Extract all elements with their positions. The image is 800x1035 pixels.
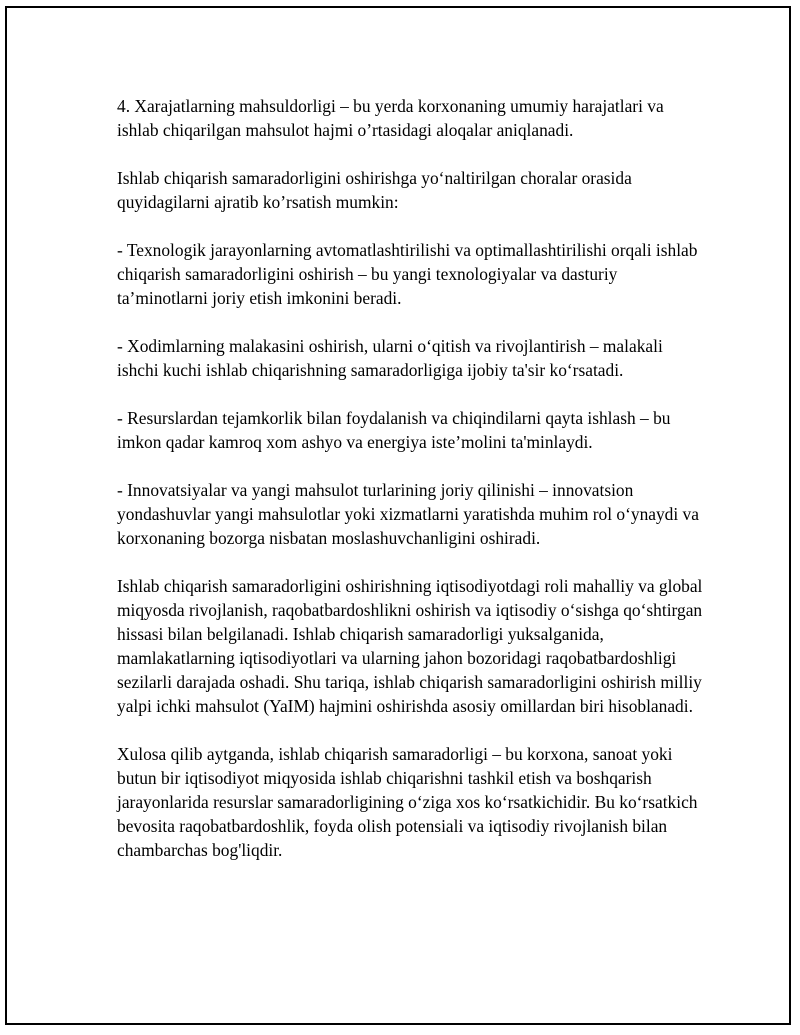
paragraph-conclusion: Xulosa qilib aytganda, ishlab chiqarish samaradorligi – bu korxona, sanoat yoki butun bir iqtisodiyot miqyosida ishlab chiqarishni tashkil etish va boshqarish jarayonlarida resurslar samaradorligining o‘ziga xos ko‘rsatkichidir. Bu ko‘rsatkich bevosita raqobatbardoshlik, foyda olish potensiali va iqtisodiy rivojlanish bilan chambarchas bog'liqdir. [117, 744, 698, 860]
paragraph-resource-saving: - Resurslardan tejamkorlik bilan foydalanish va chiqindilarni qayta ishlash – bu imkon qadar kamroq xom ashyo va energiya iste’molini ta'minlaydi. [117, 408, 671, 452]
paragraph-economic-role: Ishlab chiqarish samaradorligini oshirishning iqtisodiyotdagi roli mahalliy va global miqyosda rivojlanish, raqobatbardoshlikni oshirish va iqtisodiy o‘sishga qo‘shtirgan hissasi bilan belgilanadi. Ishlab chiqarish samaradorligi yuksalganida, mamlakatlarning iqtisodiyotlari va ularning jahon bozoridagi raqobatbardoshligi sezilarli darajada oshadi. Shu tariqa, ishlab chiqarish samaradorligini oshirish milliy yalpi ichki mahsulot (YaIM) hajmini oshirishda asosiy omillardan biri hisoblanadi. [117, 576, 703, 716]
paragraph-staff-training: - Xodimlarning malakasini oshirish, ularni o‘qitish va rivojlantirish – malakali ishchi kuchi ishlab chiqarishning samaradorligiga ijobiy ta'sir ko‘rsatadi. [117, 336, 663, 380]
paragraph-innovation: - Innovatsiyalar va yangi mahsulot turlarining joriy qilinishi – innovatsion yondashuvlar yangi mahsulotlar yoki xizmatlarni yaratishda muhim rol o‘ynaydi va korxonaning bozorga nisbatan moslashuvchanligini oshiradi. [117, 480, 699, 548]
paragraph-measures-intro: Ishlab chiqarish samaradorligini oshirishga yo‘naltirilgan choralar orasida quyidagilarni ajratib ko’rsatish mumkin: [117, 168, 632, 212]
document-body [117, 94, 707, 862]
paragraph-expense-productivity: 4. Xarajatlarning mahsuldorligi – bu yerda korxonaning umumiy harajatlari va ishlab chiqarilgan mahsulot hajmi o’rtasidagi aloqalar aniqlanadi. [117, 96, 664, 140]
paragraph-automation: - Texnologik jarayonlarning avtomatlashtirilishi va optimallashtirilishi orqali ishlab chiqarish samaradorligini oshirish – bu yangi texnologiyalar va dasturiy ta’minotlarni joriy etish imkonini beradi. [117, 240, 698, 308]
